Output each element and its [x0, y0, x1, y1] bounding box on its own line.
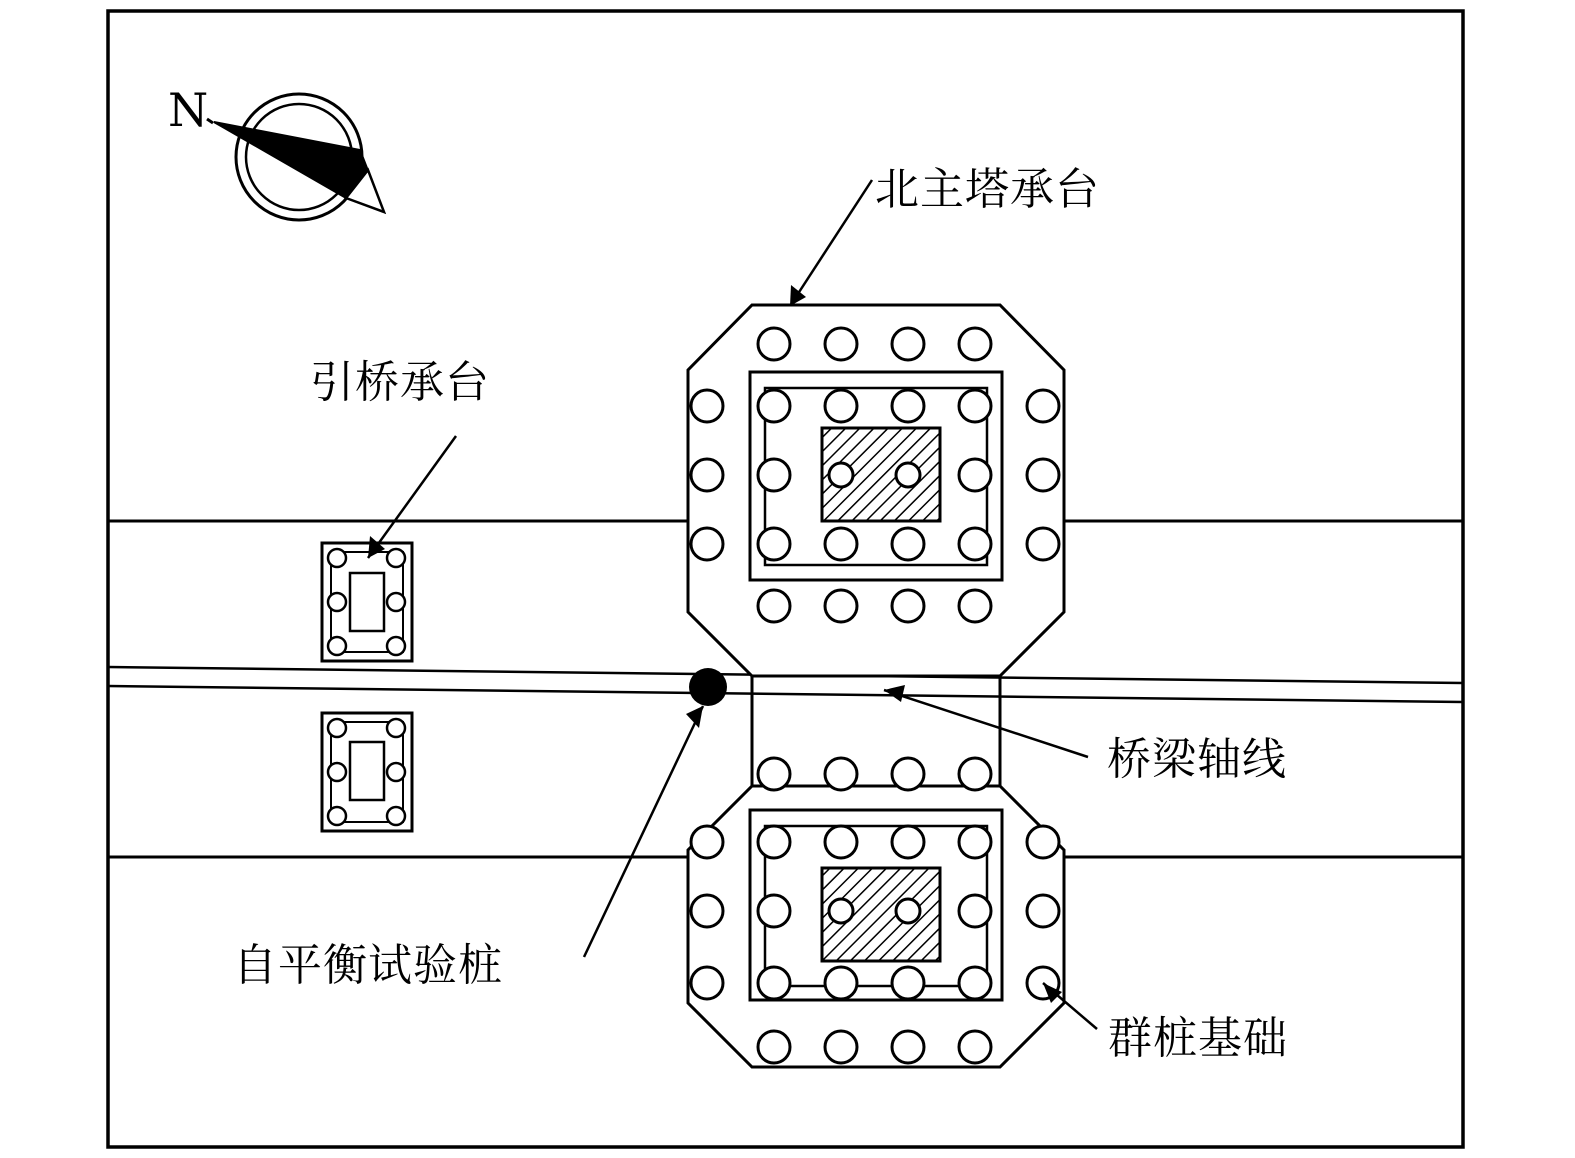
label-bridge-axis: 桥梁轴线 [1107, 734, 1287, 785]
label-pile-group-foundation: 群桩基础 [1108, 1013, 1288, 1064]
label-north-tower-cap: 北主塔承台 [875, 164, 1100, 215]
compass-north-letter: N [168, 83, 209, 137]
approach-cap-lower [322, 713, 412, 831]
approach-cap-upper [322, 543, 412, 661]
self-balanced-test-pile-marker [689, 668, 727, 706]
label-approach-bridge-cap: 引桥承台 [310, 357, 490, 408]
label-self-balanced-test-pile: 自平衡试验桩 [233, 940, 503, 991]
north-tower-pile-cap-upper [688, 305, 1064, 676]
north-tower-pile-cap-lower [688, 758, 1064, 1067]
